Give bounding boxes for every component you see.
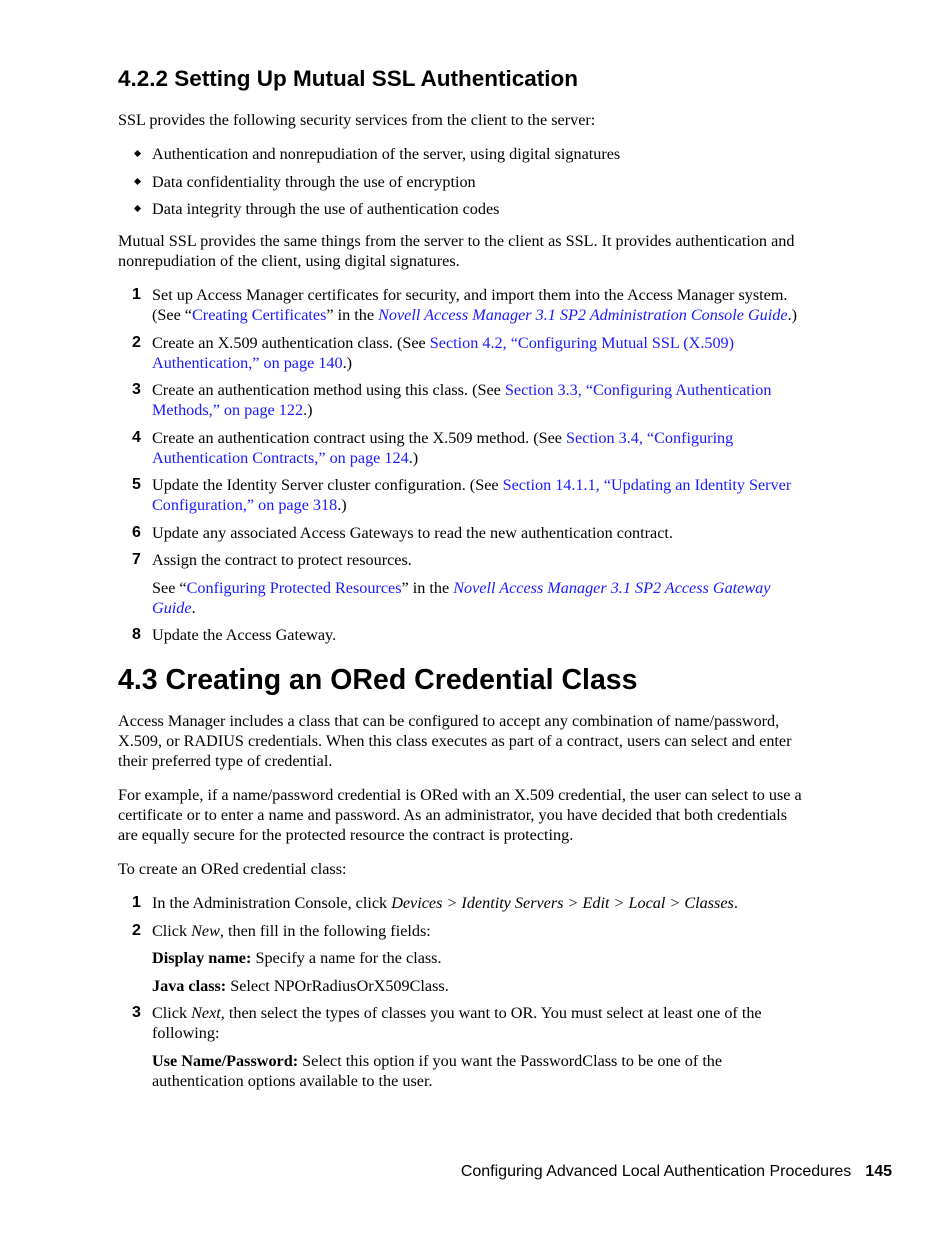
step-number: 2	[132, 333, 141, 351]
step-number: 1	[132, 894, 141, 911]
link-section-3-4[interactable]: Section 3.4, “Configuring Authentication Contracts,” on page 124	[152, 428, 734, 467]
paragraph-ored-example: For example, if a name/password credential is ORed with an X.509 credential, the user can select to use a certificate or to enter a name and password. As an administrator, you have decided that both credentials are equally secure for the protected resource the contract is protecting.	[118, 786, 802, 844]
link-configuring-protected-resources[interactable]: Configuring Protected Resources	[186, 578, 402, 597]
step-number: 4	[132, 428, 141, 446]
link-admin-console-guide[interactable]: Novell Access Manager 3.1 SP2 Administration Console Guide	[378, 306, 788, 324]
step-note: See “Configuring Protected Resources” in the Novell Access Manager 3.1 SP2 Access Gateway Guide.	[152, 578, 771, 617]
step-item: 8 Update the Access Gateway.	[132, 626, 337, 644]
step-number: 7	[132, 551, 141, 568]
link-section-4-2[interactable]: Section 4.2, “Configuring Mutual SSL (X.509) Authentication,” on page 140	[152, 333, 735, 372]
bullet-diamond-icon	[134, 150, 141, 157]
link-creating-certificates[interactable]: Creating Certificates	[192, 306, 327, 324]
step-item: 2 Create an X.509 authentication class. (See Section 4.2, “Configuring Mutual SSL (X.509) Authentication,” on page 140.)	[132, 333, 735, 372]
step-number: 1	[132, 286, 141, 303]
list-item: Authentication and nonrepudiation of the server, using digital signatures	[118, 144, 808, 164]
list-item: Data confidentiality through the use of encryption	[118, 172, 808, 192]
step-item: 2 Click New, then fill in the following fields:	[132, 921, 431, 940]
step-item: 6 Update any associated Access Gateways to read the new authentication contract.	[132, 523, 673, 542]
step-item: 3 Create an authentication method using this class. (See Section 3.3, “Configuring Authentication Methods,” on page 122.)	[132, 381, 772, 419]
step-number: 3	[132, 381, 141, 398]
page-number: 145	[865, 1163, 892, 1180]
section-heading-4-3: 4.3 Creating an ORed Credential Class	[118, 664, 638, 696]
step-number: 3	[132, 1004, 141, 1021]
ui-term-next: Next	[191, 1004, 221, 1022]
section-heading-4-2-2: 4.2.2 Setting Up Mutual SSL Authentication	[118, 66, 579, 91]
step-number: 8	[132, 626, 141, 643]
step-number: 5	[132, 476, 141, 493]
step-item: 1 In the Administration Console, click Devices > Identity Servers > Edit > Local > Classes.	[132, 894, 738, 912]
paragraph-intro: SSL provides the following security services from the client to the server:	[118, 111, 596, 129]
bullet-diamond-icon	[134, 205, 141, 212]
paragraph-ored-intro: Access Manager includes a class that can be configured to accept any combination of name/password, X.509, or RADIUS credentials. When this class executes as part of a contract, users can select and enter their preferred type of credential.	[118, 712, 792, 770]
link-section-3-3[interactable]: Section 3.3, “Configuring Authentication Methods,” on page 122	[152, 381, 772, 419]
page-content	[118, 62, 808, 1099]
steps-list-ored	[118, 893, 808, 1091]
step-item: 5 Update the Identity Server cluster configuration. (See Section 14.1.1, “Updating an Identity Server Configuration,” on page 318.)	[132, 476, 792, 514]
step-number: 6	[132, 523, 141, 541]
step-number: 2	[132, 921, 141, 939]
field-description: Java class: Select NPOrRadiusOrX509Class.	[152, 976, 449, 995]
page-footer	[461, 1163, 892, 1181]
step-item: 1 Set up Access Manager certificates for security, and import them into the Access Manager system. (See “Creating Certificates” in the Novell Access Manager 3.1 SP2 Administration Console Guide.)	[132, 286, 797, 324]
step-item: 4 Create an authentication contract using the X.509 method. (See Section 3.4, “Configuring Authentication Contracts,” on page 124.)	[132, 428, 734, 467]
list-item: Data integrity through the use of authentication codes	[118, 199, 808, 219]
ui-path: Devices > Identity Servers > Edit > Local > Classes	[391, 894, 734, 912]
steps-list-mutual-ssl	[118, 285, 808, 645]
field-label: Java class:	[152, 976, 227, 995]
link-section-14-1-1[interactable]: Section 14.1.1, “Updating an Identity Server Configuration,” on page 318	[152, 476, 792, 514]
bullet-list	[118, 144, 808, 219]
field-label: Display name:	[152, 949, 252, 967]
field-label: Use Name/Password:	[152, 1051, 299, 1070]
paragraph-ored-howto: To create an ORed credential class:	[118, 860, 347, 878]
step-item: 3 Click Next, then select the types of classes you want to OR. You must select at least one of the following:	[132, 1004, 762, 1042]
paragraph-mutual-ssl: Mutual SSL provides the same things from the server to the client as SSL. It provides authentication and nonrepudiation of the client, using digital signatures.	[118, 232, 795, 270]
step-item: 7 Assign the contract to protect resources.	[132, 551, 412, 569]
link-access-gateway-guide[interactable]: Novell Access Manager 3.1 SP2 Access Gateway Guide	[152, 578, 771, 617]
bullet-diamond-icon	[134, 177, 141, 184]
ui-term-new: New	[191, 921, 220, 940]
footer-title: Configuring Advanced Local Authentication Procedures	[460, 1163, 852, 1180]
field-description: Use Name/Password: Select this option if you want the PasswordClass to be one of the authentication options available to the user.	[152, 1051, 723, 1090]
field-description: Display name: Specify a name for the class.	[152, 949, 442, 967]
